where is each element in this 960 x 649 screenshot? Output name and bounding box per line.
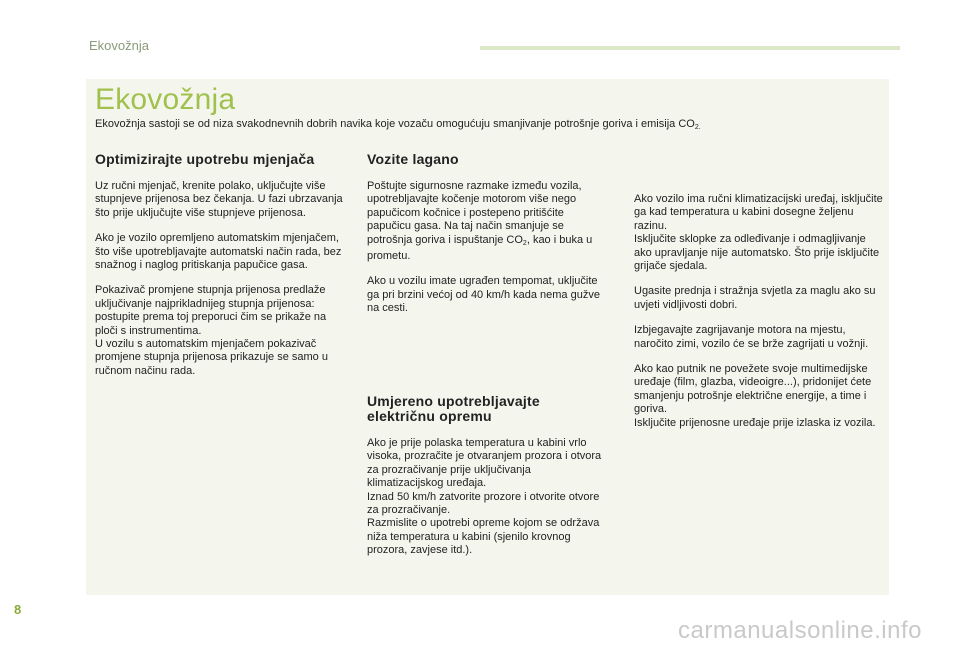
right-paragraph-4 (634, 363, 886, 430)
column-electric (367, 394, 607, 570)
gears-paragraph-3a: Pokazivač promjene stupnja prijenosa predlaže uključivanje najprikladnijeg stupnja prijenosa: postupite prema toj preporuci čim se prikaže na ploči s instrumentima. (95, 284, 327, 337)
gears-paragraph-1: Uz ručni mjenjač, krenite polako, uključujte više stupnjeve prijenosa bez čekanja. U fazi ubrzavanja što prije uključujte više stupnjeve prijenosa. (95, 180, 343, 219)
watermark: carmanualsonline.info (678, 617, 922, 644)
right-p1b: Isključite sklopke za odleđivanje i odmagljivanje ako upravljanje nije automatsko. Što prije isključite grijače sjedala. (634, 233, 880, 273)
column-right (634, 193, 886, 442)
right-paragraph-3: Izbjegavajte zagrijavanje motora na mjestu, naročito zimi, vozilo će se brže zagrijati u vožnji. (634, 324, 869, 350)
page-number: 8 (14, 602, 22, 617)
drive-p1-pre: Poštujte sigurnosne razmake između vozila, upotrebljavajte kočenje motorom više nego papučicom kočnice i postepeno pritišćite papučicu gasa. Na taj način smanjuje se potrošnja goriva i ispuštanje CO (367, 180, 582, 246)
drive-paragraph-2: Ako u vozilu imate ugrađen tempomat, uključite ga pri brzini većoj od 40 km/h kada nema gužve na cesti. (367, 275, 600, 315)
right-paragraph-1 (634, 193, 886, 273)
electric-p1a: Ako je prije polaska temperatura u kabini vrlo visoka, prozračite je otvaranjem prozora i otvora za prozračivanje prije uključivanja klimatizacijskog uređaja. (367, 437, 602, 490)
running-header: Ekovožnja (89, 38, 149, 53)
header-bar (480, 46, 900, 50)
heading-gears: Optimizirajte upotrebu mjenjača (95, 151, 315, 167)
drive-p1-sub: 2 (522, 239, 527, 247)
page-title: Ekovožnja (95, 83, 236, 116)
column-gears (95, 152, 345, 390)
drive-p1-post: , kao i buka u prometu. (367, 233, 593, 263)
electric-paragraph-1 (367, 437, 607, 558)
right-paragraph-2: Ugasite prednja i stražnja svjetla za maglu ako su uvjeti vidljivosti dobri. (634, 285, 876, 311)
right-p4a: Ako kao putnik ne povežete svoje multimedijske uređaje (film, glazba, videoigre...), pridonijet ćete smanjenju potrošnje električne energije, a time i goriva. (634, 363, 872, 416)
drive-paragraph-1 (367, 180, 607, 263)
intro-subscript: 2. (694, 124, 701, 131)
gears-paragraph-2: Ako je vozilo opremljeno automatskim mjenjačem, što više upotrebljavajte automatski način rada, bez snažnog i naglog pritiskanja papučice gasa. (95, 232, 342, 272)
gears-paragraph-3 (95, 284, 345, 378)
intro-body: Ekovožnja sastoji se od niza svakodnevnih dobrih navika koje vozaču omogućuju smanjivanje potrošnje goriva i emisija CO (95, 118, 695, 130)
right-p4b: Isključite prijenosne uređaje prije izlaska iz vozila. (634, 416, 876, 429)
electric-p1c: Razmislite o upotrebi opreme kojom se održava niža temperatura u kabini (sjenilo krovnog prozora, zavjese itd.). (367, 517, 600, 557)
gears-paragraph-3b: U vozilu s automatskim mjenjačem pokazivač promjene stupnja prijenosa prikazuje se samo u ručnom načinu rada. (95, 338, 328, 377)
heading-drive: Vozite lagano (367, 151, 459, 167)
intro-text (95, 117, 885, 135)
electric-p1b: Iznad 50 km/h zatvorite prozore i otvorite otvore za prozračivanje. (367, 490, 600, 517)
right-p1a: Ako vozilo ima ručni klimatizacijski uređaj, isključite ga kad temperatura u kabini dosegne željenu razinu. (634, 193, 883, 232)
heading-electric: Umjereno upotrebljavajte električnu opremu (367, 393, 540, 424)
content-panel (86, 79, 889, 595)
column-drive (367, 152, 607, 328)
